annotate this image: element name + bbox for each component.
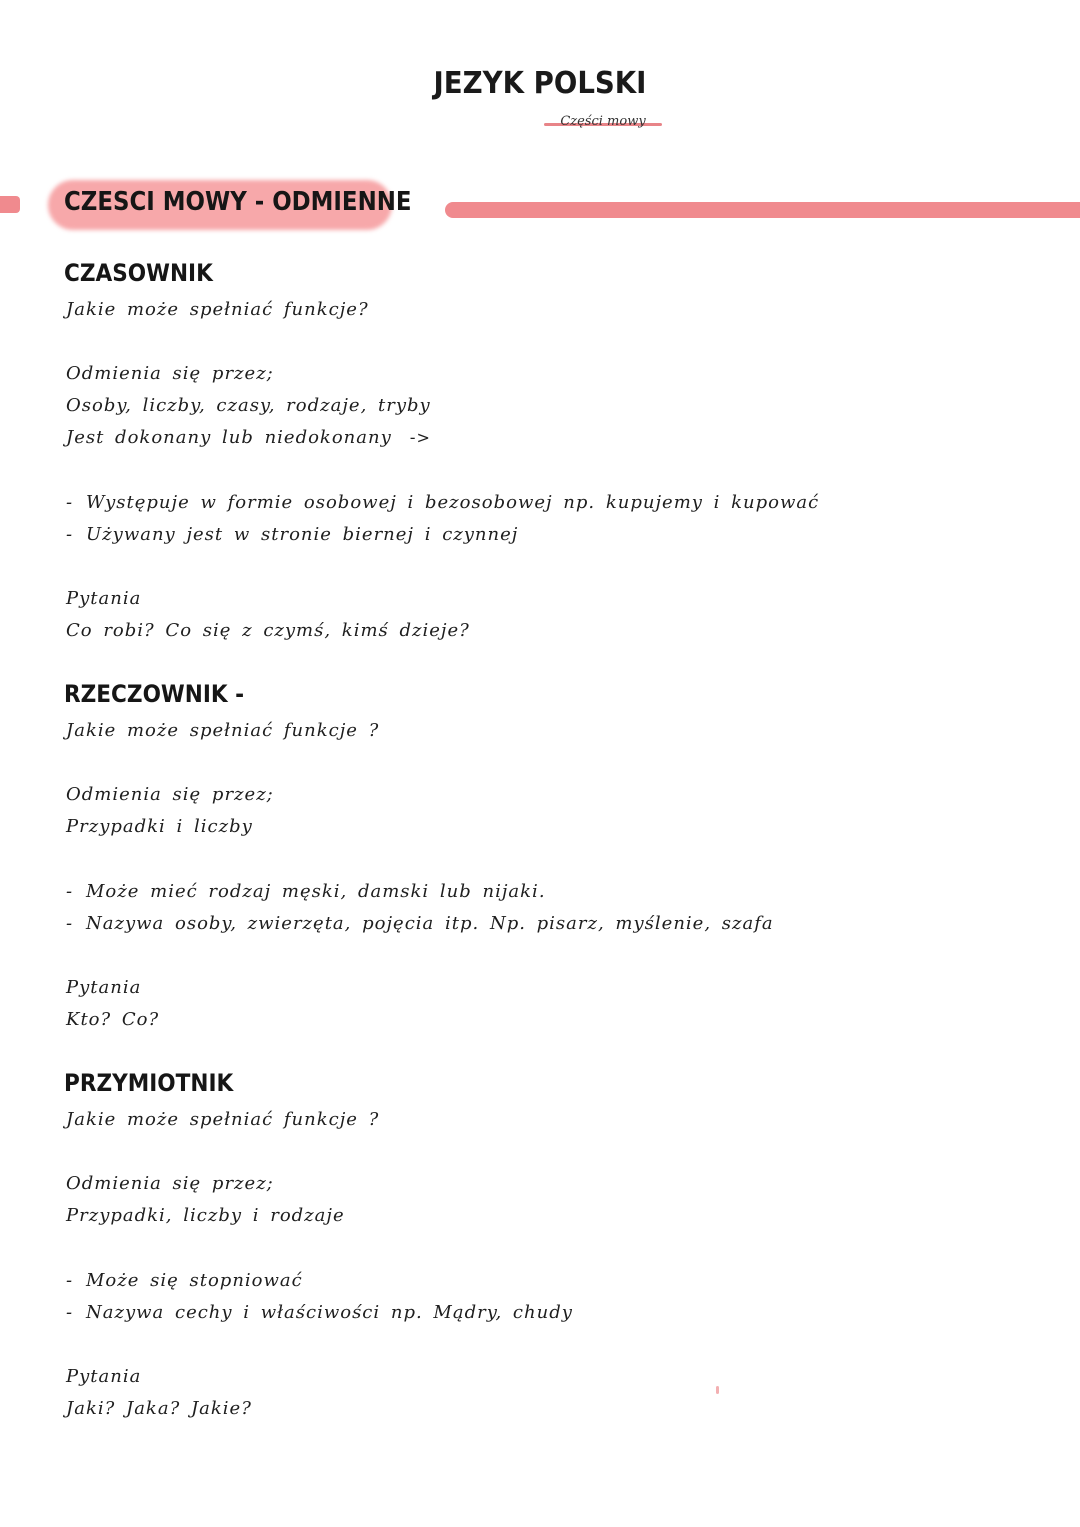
page-subtitle [548, 114, 658, 129]
section-divider-rule [445, 202, 1080, 218]
page-subtitle-text: Części mowy [560, 114, 646, 129]
entry-aspect-text: Jest dokonany lub niedokonany [66, 427, 392, 448]
entry-question-functions: Jakie może spełniać funkcje ? [66, 720, 380, 741]
section-accent-stub [0, 196, 20, 213]
entry-declension-by: Przypadki, liczby i rodzaje [66, 1205, 345, 1226]
bullet-dash-icon: - [66, 492, 74, 513]
entry-question-functions: Jakie może spełniać funkcje? [66, 299, 369, 320]
bullet-text: Nazywa cechy i właściwości np. Mądry, chudy [86, 1302, 573, 1323]
arrow-right-icon: -> [409, 428, 431, 447]
bullet-item [66, 881, 546, 902]
entry-declension-intro: Odmienia się przez; [66, 1173, 274, 1194]
bullet-item [66, 1270, 303, 1291]
entry-declension-by: Przypadki i liczby [66, 816, 253, 837]
section-heading: CZESCI MOWY - ODMIENNE [64, 187, 412, 217]
entry-heading-przymiotnik: PRZYMIOTNIK [64, 1069, 234, 1097]
entry-question-functions: Jakie może spełniać funkcje ? [66, 1109, 380, 1130]
bullet-text: Występuje w formie osobowej i bezosobowej np. kupujemy i kupować [86, 492, 820, 513]
entry-questions-label: Pytania [66, 1366, 142, 1387]
bullet-text: Używany jest w stronie biernej i czynnej [86, 524, 519, 545]
bullet-dash-icon: - [66, 1302, 74, 1323]
bullet-item [66, 913, 774, 934]
entry-questions-label: Pytania [66, 977, 142, 998]
entry-heading-czasownik: CZASOWNIK [64, 259, 213, 287]
entry-questions-label: Pytania [66, 588, 142, 609]
bullet-item [66, 492, 819, 513]
pink-speck-decoration [716, 1386, 719, 1394]
entry-questions: Kto? Co? [66, 1009, 160, 1030]
entry-questions: Jaki? Jaka? Jakie? [66, 1398, 252, 1419]
bullet-dash-icon: - [66, 1270, 74, 1291]
bullet-text: Może się stopniować [86, 1270, 303, 1291]
entry-declension-intro: Odmienia się przez; [66, 784, 274, 805]
bullet-text: Może mieć rodzaj męski, damski lub nijaki. [86, 881, 546, 902]
bullet-dash-icon: - [66, 524, 74, 545]
entry-declension-intro: Odmienia się przez; [66, 363, 274, 384]
bullet-dash-icon: - [66, 881, 74, 902]
bullet-item [66, 1302, 573, 1323]
entry-aspect [66, 427, 431, 448]
bullet-item [66, 524, 518, 545]
entry-declension-by: Osoby, liczby, czasy, rodzaje, tryby [66, 395, 431, 416]
bullet-text: Nazywa osoby, zwierzęta, pojęcia itp. Np. pisarz, myślenie, szafa [86, 913, 774, 934]
entry-questions: Co robi? Co się z czymś, kimś dzieje? [66, 620, 470, 641]
bullet-dash-icon: - [66, 913, 74, 934]
page-title: JEZYK POLSKI [433, 66, 647, 101]
entry-heading-rzeczownik: RZECZOWNIK - [64, 680, 245, 708]
